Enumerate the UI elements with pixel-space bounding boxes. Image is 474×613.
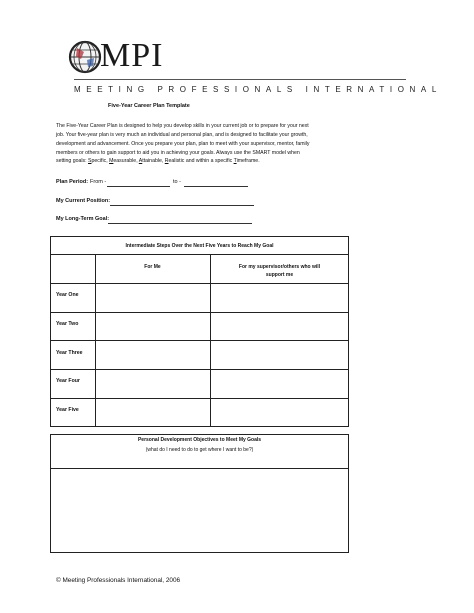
from-date-field[interactable] <box>107 186 170 187</box>
intro-line: members or others to gain support to aid you in achieving your goals. Always use the SMART model when <box>56 150 300 156</box>
document-title: Five-Year Career Plan Template <box>108 103 190 109</box>
table-divider <box>50 369 349 370</box>
logo-wordmark: MPI <box>100 37 164 74</box>
plan-period-label: Plan Period: <box>56 179 89 185</box>
column-header-support: For my supervisor/others who will <box>238 264 321 270</box>
smart-letter-s: S <box>88 158 92 164</box>
smart-letter-a: A <box>138 158 143 164</box>
current-position-field[interactable] <box>110 205 254 206</box>
intro-line: The Five-Year Career Plan is designed to help you develop skills in your current job or to prepare for your next <box>56 123 309 129</box>
row-label-year-three: Year Three <box>56 350 83 356</box>
row-label-year-four: Year Four <box>56 378 80 384</box>
logo-tagline: MEETING PROFESSIONALS INTERNATIONAL <box>74 85 442 94</box>
table-divider <box>50 398 349 399</box>
intro-line: job. Your five-year plan is very much an individual and personal plan, and is designed to facilitate your growth, <box>56 132 308 138</box>
column-header-support-cont: support me <box>265 272 294 278</box>
logo-divider <box>74 79 406 80</box>
long-term-goal-label: My Long-Term Goal: <box>56 216 110 222</box>
row-label-year-five: Year Five <box>56 407 79 413</box>
to-label: to - <box>173 179 181 185</box>
smart-word-attainable: ttainable, <box>142 158 165 164</box>
globe-icon <box>68 40 102 74</box>
table-divider <box>50 283 349 284</box>
smart-letter-t: T <box>233 158 237 164</box>
row-label-year-two: Year Two <box>56 321 79 327</box>
intro-line: development and advancement. Once you prepare your plan, plan to meet with your supervisor, mentor, family <box>56 141 310 147</box>
objectives-table-subheader: (what do I need to do to get where I want to be?) <box>145 447 254 453</box>
to-date-field[interactable] <box>184 186 248 187</box>
smart-letter-m: M <box>109 158 114 164</box>
table-divider <box>50 468 349 469</box>
smart-word-timeframe: imeframe. <box>236 158 260 164</box>
intro-paragraph <box>56 122 332 158</box>
row-label-year-one: Year One <box>56 292 79 298</box>
objectives-table-header: Personal Development Objectives to Meet My Goals <box>137 437 262 443</box>
table-divider <box>50 340 349 341</box>
from-label: From - <box>90 179 107 185</box>
smart-word-realistic: ealistic and within a specific <box>168 158 234 164</box>
smart-prefix: setting goals: <box>56 158 89 164</box>
long-term-goal-field[interactable] <box>108 223 252 224</box>
steps-table-header: Intermediate Steps Over the Next Five Years to Reach My Goal <box>125 243 274 249</box>
smart-model-line <box>56 158 260 164</box>
current-position-label: My Current Position: <box>56 198 111 204</box>
column-header-for-me: For Me <box>144 264 161 270</box>
copyright-footer: © Meeting Professionals International, 2006 <box>56 577 181 584</box>
smart-word-measurable: easurable, <box>113 158 139 164</box>
smart-word-specific: pecific, <box>91 158 110 164</box>
smart-letter-r: R <box>164 158 169 164</box>
table-divider <box>50 312 349 313</box>
